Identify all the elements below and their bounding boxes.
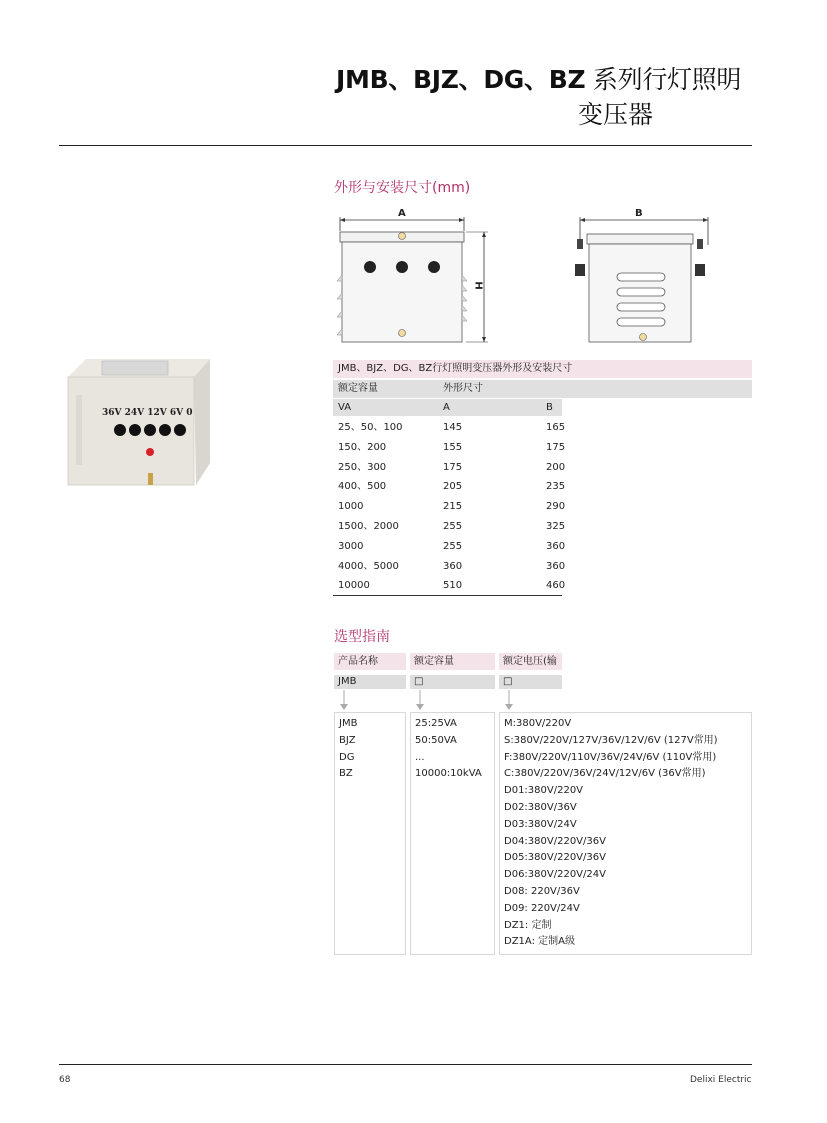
title-cn: 系列行灯照明	[585, 65, 742, 94]
selection-heading: 选型指南	[334, 629, 390, 645]
page-title	[336, 60, 741, 96]
table-bottom-rule	[333, 595, 562, 596]
guide-name: JMB	[339, 718, 358, 729]
guide-header-capacity: 额定容量	[410, 653, 495, 670]
guide-voltage: M:380V/220V	[504, 718, 572, 729]
footer-rule	[59, 1064, 752, 1065]
guide-voltage: D09: 220V/24V	[504, 902, 580, 914]
guide-name: BJZ	[339, 734, 356, 746]
table-row: 150、200 155 175	[338, 441, 566, 453]
guide-value-capacity: □	[410, 675, 495, 689]
guide-capacity: ...	[415, 751, 425, 763]
guide-value-voltage: □	[499, 675, 562, 689]
guide-voltage: D01:380V/220V	[504, 785, 584, 797]
guide-arrows	[334, 690, 574, 712]
header-dims: 外形尺寸	[443, 383, 483, 394]
table-row: 4000、5000 360 360	[338, 560, 566, 572]
table-row: 1500、2000 255 325	[338, 520, 566, 532]
table-subheader	[333, 398, 562, 416]
header-capacity: 额定容量	[338, 383, 378, 394]
guide-name: DG	[339, 751, 355, 763]
guide-voltage: D02:380V/36V	[504, 801, 577, 813]
guide-capacity: 25:25VA	[415, 718, 457, 729]
sub-a: A	[443, 402, 450, 413]
table-row: 10000 510 460	[338, 580, 566, 592]
table-header	[333, 380, 752, 398]
guide-voltage: C:380V/220V/36V/24V/12V/6V (36V常用)	[504, 768, 706, 780]
table-row: 250、300 175 200	[338, 461, 566, 473]
guide-header-voltage: 额定电压(输	[499, 653, 562, 670]
guide-voltage: F:380V/220V/110V/36V/24V/6V (110V常用)	[504, 751, 717, 763]
guide-value-name: JMB	[334, 675, 406, 689]
guide-voltage: D05:380V/220V/36V	[504, 852, 606, 864]
guide-voltage: D04:380V/220V/36V	[504, 835, 606, 847]
guide-voltage: D08: 220V/36V	[504, 885, 580, 897]
table-body	[333, 418, 566, 596]
dim-label-b: B	[635, 208, 643, 219]
side-view-drawing	[573, 205, 718, 345]
title-latin: JMB、BJZ、DG、BZ	[336, 65, 586, 94]
page-title-line2: 变压器	[578, 100, 654, 129]
table-row: 25、50、100 145 165	[338, 422, 566, 433]
front-view-drawing	[328, 205, 493, 345]
dim-label-h: H	[472, 281, 484, 290]
photo-voltage-labels: 36V 24V 12V 6V 0	[102, 408, 193, 418]
sub-va: VA	[338, 402, 352, 413]
product-photo	[62, 355, 212, 495]
guide-capacity: 10000:10kVA	[415, 768, 482, 780]
footer-brand: Delixi Electric	[690, 1075, 752, 1085]
header-rule	[59, 145, 752, 146]
table-row: 400、500 205 235	[338, 481, 566, 493]
dim-label-a: A	[398, 208, 406, 219]
guide-names-column	[334, 712, 406, 955]
guide-voltage: DZ1A: 定制A级	[504, 936, 575, 948]
guide-capacity: 50:50VA	[415, 734, 457, 746]
table-caption: JMB、BJZ、DG、BZ行灯照明变压器外形及安装尺寸	[333, 360, 752, 378]
guide-header-name: 产品名称	[334, 653, 406, 670]
table-row: 3000 255 360	[338, 540, 566, 552]
dims-heading: 外形与安装尺寸(mm)	[334, 180, 471, 196]
guide-voltages-column	[499, 712, 752, 955]
sub-b: B	[546, 402, 553, 413]
page-number: 68	[59, 1075, 71, 1085]
guide-name: BZ	[339, 768, 353, 780]
guide-voltage: D06:380V/220V/24V	[504, 869, 606, 881]
guide-voltage: DZ1: 定制	[504, 919, 552, 931]
table-row: 1000 215 290	[338, 501, 566, 513]
guide-capacities-column	[410, 712, 495, 955]
guide-voltage: S:380V/220V/127V/36V/12V/6V (127V常用)	[504, 734, 718, 746]
guide-voltage: D03:380V/24V	[504, 818, 577, 830]
